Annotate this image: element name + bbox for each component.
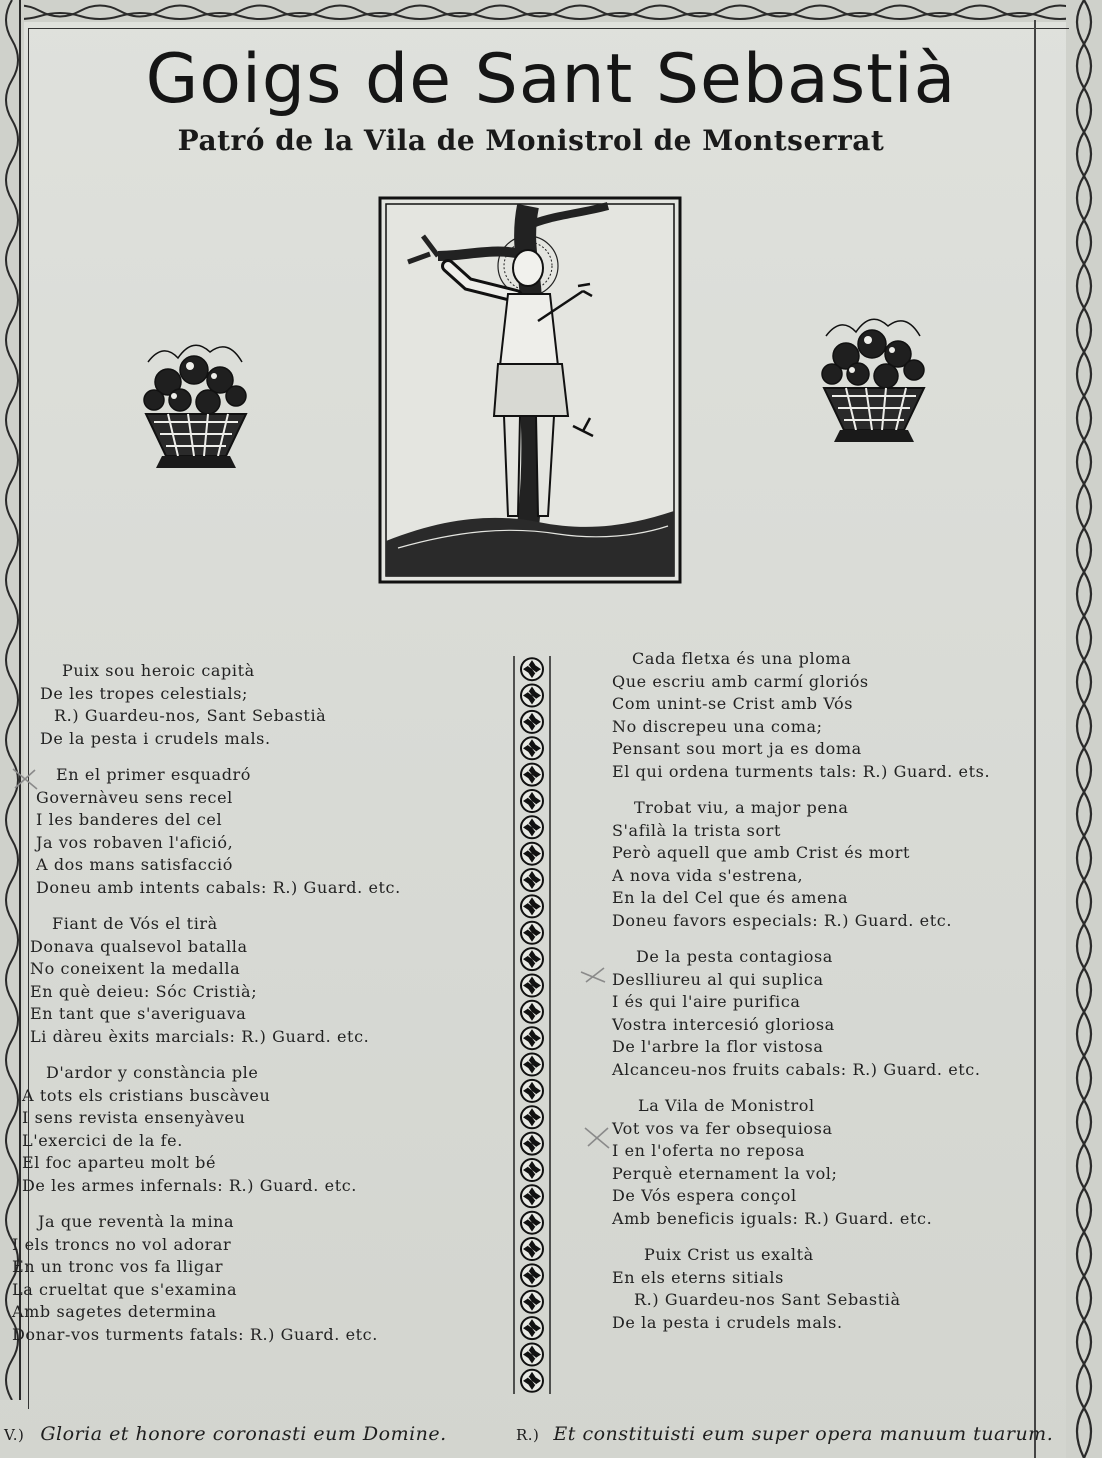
verse-line: Li dàreu èxits marcials: R.) Guard. etc. xyxy=(30,1026,370,1046)
cross-ornament-icon xyxy=(521,1185,543,1207)
stanza xyxy=(612,1244,1072,1334)
cross-ornament-icon xyxy=(521,737,543,759)
verse-line: A dos mans satisfacció xyxy=(36,855,233,874)
cross-ornament-icon xyxy=(521,895,543,917)
stanza xyxy=(12,913,502,1048)
verse-line: En tant que s'averiguava xyxy=(30,1004,247,1023)
verse-line: Que escriu amb carmí gloriós xyxy=(612,671,869,691)
verse-line: I les banderes del cel xyxy=(36,810,223,829)
pencil-tick-mark xyxy=(582,1124,612,1152)
verse-line: S'afilà la trista sort xyxy=(612,820,782,840)
stanza xyxy=(612,648,1072,783)
verse-line: El qui ordena turments tals: R.) Guard. ets. xyxy=(612,761,991,781)
cross-ornament-icon xyxy=(521,1212,543,1234)
cross-ornament-icon xyxy=(521,1370,543,1392)
verse-line: De la pesta i crudels mals. xyxy=(612,1312,843,1332)
cross-ornament-icon xyxy=(521,816,543,838)
verse-line: I és qui l'aire purifica xyxy=(612,992,801,1011)
verse-line: En els eterns sitials xyxy=(612,1267,784,1287)
cross-ornament-icon xyxy=(521,869,543,891)
cross-ornament-icon xyxy=(521,1027,543,1049)
page-subtitle: Patró de la Vila de Monistrol de Montserrat xyxy=(177,124,885,157)
verse-line: De les armes infernals: R.) Guard. etc. xyxy=(22,1175,357,1195)
cross-ornament-icon xyxy=(521,1106,543,1128)
cross-ornament-icon xyxy=(521,948,543,970)
verse-line: Deslliureu al qui suplica xyxy=(612,969,824,989)
verse-line: I els troncs no vol adorar xyxy=(12,1234,232,1254)
verse-line: Alcanceu-nos fruits cabals: R.) Guard. etc. xyxy=(612,1059,981,1079)
verse-line: La Vila de Monistrol xyxy=(638,1096,815,1115)
verse-line: D'ardor y constància ple xyxy=(46,1063,259,1082)
stanza xyxy=(12,1062,502,1197)
verse-line: En un tronc vos fa lligar xyxy=(12,1257,224,1276)
cross-ornament-icon xyxy=(521,1133,543,1155)
fruit-basket-right-icon xyxy=(796,296,952,446)
verse-line: A tots els cristians buscàveu xyxy=(22,1085,271,1105)
verse-line: Amb sagetes determina xyxy=(12,1302,217,1321)
verse-line: L'exercici de la fe. xyxy=(22,1130,183,1150)
cross-ornament-icon xyxy=(521,658,543,680)
verses-right-column xyxy=(612,648,1072,1348)
cross-ornament-icon xyxy=(521,1238,543,1260)
versicle-label: V.) xyxy=(4,1426,25,1444)
footer-versicle xyxy=(4,1423,447,1445)
stanza xyxy=(12,764,502,899)
footer-response xyxy=(516,1423,1053,1445)
verse-line: Com unint-se Crist amb Vós xyxy=(612,694,854,713)
stanza xyxy=(612,1095,1072,1230)
verse-line: De la pesta i crudels mals. xyxy=(40,728,271,748)
verse-line: De la pesta contagiosa xyxy=(636,947,833,966)
cross-ornament-icon xyxy=(521,1344,543,1366)
cross-ornament-icon xyxy=(521,790,543,812)
verse-line: En el primer esquadró xyxy=(56,765,252,784)
verse-line: Cada fletxa és una ploma xyxy=(632,649,852,668)
cross-ornament-icon xyxy=(521,1291,543,1313)
verse-line: De les tropes celestials; xyxy=(40,683,249,703)
cross-ornament-icon xyxy=(521,1054,543,1076)
cross-ornament-icon xyxy=(521,685,543,707)
verses-left-column xyxy=(12,660,502,1360)
verse-line: Pensant sou mort ja es doma xyxy=(612,739,862,758)
verse-line: No discrepeu una coma; xyxy=(612,716,823,736)
verse-line: Vot vos va fer obsequiosa xyxy=(612,1118,833,1138)
cross-ornament-icon xyxy=(521,1001,543,1023)
verse-line: Puix Crist us exaltà xyxy=(644,1245,814,1264)
verse-line: R.) Guardeu-nos, Sant Sebastià xyxy=(54,706,327,725)
verse-line: Trobat viu, a major pena xyxy=(634,798,849,817)
verse-line: El foc aparteu molt bé xyxy=(22,1153,217,1172)
verse-line: Doneu favors especials: R.) Guard. etc. xyxy=(612,910,953,930)
cross-ornament-icon xyxy=(521,1080,543,1102)
verse-line: Doneu amb intents cabals: R.) Guard. etc. xyxy=(36,877,401,897)
verse-line: Donar-vos turments fatals: R.) Guard. etc. xyxy=(12,1324,378,1344)
verse-line: R.) Guardeu-nos Sant Sebastià xyxy=(634,1290,901,1309)
saint-sebastian-woodcut xyxy=(378,196,682,584)
ornamental-border-top xyxy=(0,0,1102,22)
verse-line: No coneixent la medalla xyxy=(30,959,241,978)
stanza xyxy=(612,797,1072,932)
verse-line: Amb beneficis iguals: R.) Guard. etc. xyxy=(612,1208,933,1228)
verse-line: Ja vos robaven l'afició, xyxy=(36,832,234,852)
versicle-text: Gloria et honore coronasti eum Domine. xyxy=(40,1423,447,1445)
pencil-tick-mark xyxy=(10,766,40,792)
verse-line: Fiant de Vós el tirà xyxy=(52,914,218,933)
fruit-basket-left-icon xyxy=(118,322,274,472)
cross-ornament-icon xyxy=(521,711,543,733)
response-label: R.) xyxy=(516,1426,540,1444)
cross-ornament-icon xyxy=(521,1317,543,1339)
verse-line: I en l'oferta no reposa xyxy=(612,1141,806,1160)
verse-line: Vostra intercesió gloriosa xyxy=(612,1014,835,1034)
stanza xyxy=(12,660,502,750)
stanza xyxy=(12,1211,502,1346)
verse-line: A nova vida s'estrena, xyxy=(612,865,804,885)
page-title: Goigs de Sant Sebastià xyxy=(145,40,957,119)
verse-line: En què deieu: Sóc Cristià; xyxy=(30,981,258,1001)
verse-line: La crueltat que s'examina xyxy=(12,1279,238,1299)
cross-ornament-icon xyxy=(521,1159,543,1181)
verse-line: Perquè eternament la vol; xyxy=(612,1163,838,1183)
verse-line: En la del Cel que és amena xyxy=(612,888,849,907)
cross-ornament-icon xyxy=(521,843,543,865)
verse-line: Donava qualsevol batalla xyxy=(30,936,248,956)
verse-line: I sens revista ensenyàveu xyxy=(22,1108,246,1127)
stanza xyxy=(612,946,1072,1081)
cross-ornament-icon xyxy=(521,922,543,944)
verse-line: Però aquell que amb Crist és mort xyxy=(612,843,911,862)
cross-ornament-icon xyxy=(521,975,543,997)
cross-ornament-icon xyxy=(521,764,543,786)
verse-line: Ja que reventà la mina xyxy=(38,1212,235,1231)
verse-line: De l'arbre la flor vistosa xyxy=(612,1037,824,1056)
verse-line: Governàveu sens recel xyxy=(36,787,233,807)
pencil-tick-mark xyxy=(578,962,608,988)
cross-ornament-icon xyxy=(521,1264,543,1286)
verse-line: De Vós espera conçol xyxy=(612,1186,797,1205)
cross-ornament-divider xyxy=(511,656,553,1394)
verse-line: Puix sou heroic capità xyxy=(62,661,255,680)
response-text: Et constituisti eum super opera manuum tuarum. xyxy=(553,1423,1054,1445)
